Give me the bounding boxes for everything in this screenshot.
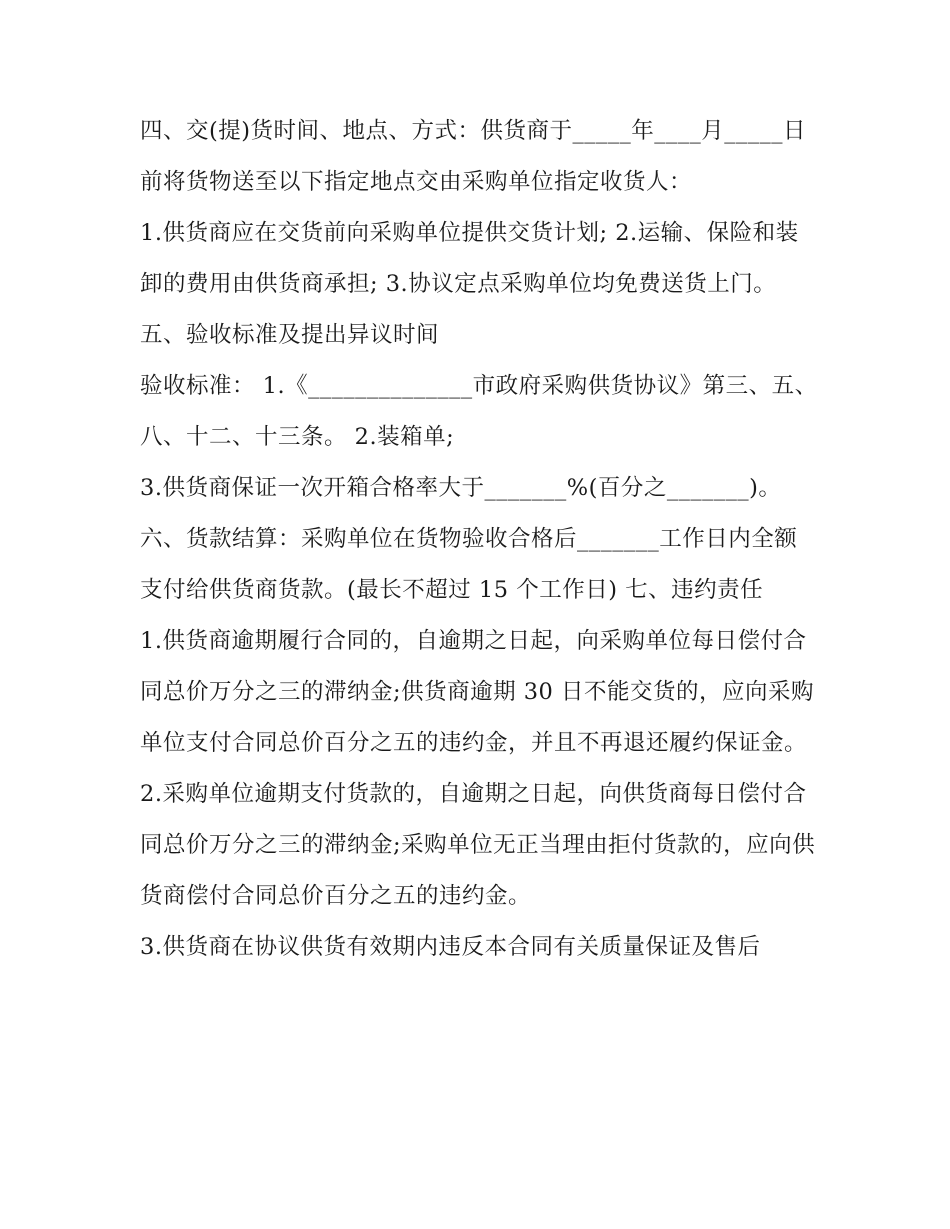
- paragraph-supplier-liability: 1.供货商逾期履行合同的，自逾期之日起，向采购单位每日偿付合同总价万分之三的滞纳金;供货商逾期 30 日不能交货的，应向采购单位支付合同总价百分之五的违约金，并且不再退还履约保证金。: [140, 628, 815, 756]
- paragraph-pass-rate: 3.供货商保证一次开箱合格率大于_______%(百分之_______)。: [140, 475, 782, 501]
- paragraph-acceptance-standard: 验收标准： 1.《______________市政府采购供货协议》第三、五、八、十二、十三条。 2.装箱单;: [140, 373, 818, 450]
- paragraph-delivery-plan: 1.供货商应在交货前向采购单位提供交货计划; 2.运输、保险和装卸的费用由供货商承担; 3.协议定点采购单位均免费送货上门。 五、验收标准及提出异议时间: [140, 220, 799, 348]
- paragraph-quality-guarantee: 3.供货商在协议供货有效期内违反本合同有关质量保证及售后: [140, 934, 761, 960]
- paragraph-purchaser-liability: 2.采购单位逾期支付货款的，自逾期之日起，向供货商每日偿付合同总价万分之三的滞纳金;采购单位无正当理由拒付货款的，应向供货商偿付合同总价百分之五的违约金。: [140, 781, 816, 909]
- paragraph-payment-settlement: 六、货款结算：采购单位在货物验收合格后_______工作日内全额支付给供货商货款。(最长不超过 15 个工作日) 七、违约责任: [140, 526, 798, 603]
- paragraph-delivery-terms: 四、交(提)货时间、地点、方式：供货商于_____年____月_____日前将货物送至以下指定地点交由采购单位指定收货人：: [140, 118, 807, 195]
- document-body: [140, 106, 820, 973]
